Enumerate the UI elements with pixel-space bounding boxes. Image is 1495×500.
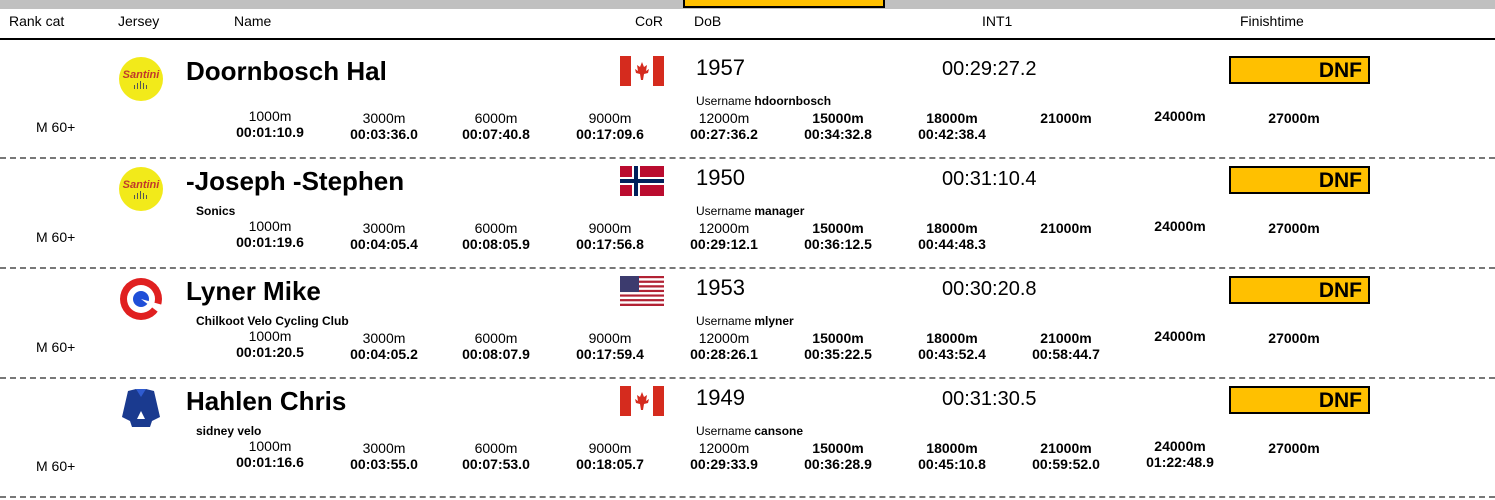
split-cell <box>1234 110 1354 126</box>
canada-flag-icon <box>620 56 664 86</box>
split-cell <box>436 440 556 472</box>
split-time: 00:18:05.7 <box>576 456 644 472</box>
username-line <box>696 94 831 108</box>
jersey-brand-text: Santini <box>122 69 160 81</box>
split-time: 00:04:05.4 <box>350 236 418 252</box>
status-badge: DNF <box>1229 166 1370 194</box>
split-cell <box>778 220 898 252</box>
jersey-brand-text: Santini <box>122 179 160 191</box>
split-cell <box>778 440 898 472</box>
split-cell <box>664 110 784 142</box>
status-badge: DNF <box>1229 386 1370 414</box>
split-distance: 18000m <box>926 220 978 236</box>
split-time: 00:36:12.5 <box>804 236 872 252</box>
int1-time: 00:31:30.5 <box>942 388 1037 410</box>
header-rank-cat: Rank cat <box>9 13 65 29</box>
top-tab-highlight <box>683 0 885 8</box>
split-time: 00:42:38.4 <box>918 126 986 142</box>
split-time: 01:22:48.9 <box>1146 454 1214 470</box>
header-name: Name <box>234 13 272 29</box>
username-line <box>696 424 803 438</box>
split-time: 00:04:05.2 <box>350 346 418 362</box>
split-distance: 21000m <box>1040 330 1092 346</box>
split-time: 00:59:52.0 <box>1032 456 1100 472</box>
usa-flag-icon <box>620 276 664 306</box>
split-distance: 24000m <box>1154 328 1206 344</box>
header-cor: CoR <box>635 13 664 29</box>
split-distance: 3000m <box>362 110 406 126</box>
split-cell <box>210 108 330 140</box>
username-label: Username <box>696 424 752 438</box>
canada-flag-icon <box>620 386 664 416</box>
header-finishtime: Finishtime <box>1240 13 1304 29</box>
birth-year: 1950 <box>696 165 745 190</box>
split-distance: 15000m <box>812 440 864 456</box>
split-cell <box>1120 328 1240 344</box>
split-cell <box>1006 440 1126 472</box>
birth-year: 1957 <box>696 55 745 80</box>
split-cell <box>1120 438 1240 470</box>
split-distance: 9000m <box>588 220 632 236</box>
rider-name[interactable]: -Joseph -Stephen <box>186 166 405 196</box>
split-distance: 21000m <box>1040 110 1092 126</box>
status-badge: DNF <box>1229 276 1370 304</box>
split-distance: 6000m <box>474 220 518 236</box>
split-cell <box>1006 110 1126 126</box>
username-label: Username <box>696 94 752 108</box>
split-cell <box>892 440 1012 472</box>
split-distance: 27000m <box>1268 220 1320 236</box>
split-distance: 3000m <box>362 330 406 346</box>
split-time: 00:36:28.9 <box>804 456 872 472</box>
username-line <box>696 204 804 218</box>
split-distance: 18000m <box>926 110 978 126</box>
split-distance: 9000m <box>588 330 632 346</box>
split-cell <box>324 220 444 252</box>
header-divider <box>0 38 1495 40</box>
table-row[interactable] <box>0 164 1495 269</box>
row-divider <box>0 267 1495 269</box>
club-name: sidney velo <box>196 424 262 438</box>
split-distance: 9000m <box>588 110 632 126</box>
username-value: mlyner <box>754 314 794 328</box>
username-label: Username <box>696 204 752 218</box>
split-distance: 15000m <box>812 220 864 236</box>
table-row[interactable] <box>0 384 1495 498</box>
split-cell <box>550 440 670 472</box>
split-time: 00:27:36.2 <box>690 126 758 142</box>
category-label: M 60+ <box>36 458 76 474</box>
split-cell <box>210 438 330 470</box>
split-distance: 18000m <box>926 440 978 456</box>
split-distance: 24000m <box>1154 218 1206 234</box>
split-distance: 6000m <box>474 330 518 346</box>
username-value: cansone <box>754 424 804 438</box>
split-cell <box>892 110 1012 142</box>
split-cell <box>892 330 1012 362</box>
split-distance: 27000m <box>1268 330 1320 346</box>
split-time: 00:35:22.5 <box>804 346 872 362</box>
split-distance: 24000m <box>1154 438 1206 454</box>
split-cell <box>1120 108 1240 124</box>
split-cell <box>210 328 330 360</box>
category-label: M 60+ <box>36 339 76 355</box>
split-cell <box>324 330 444 362</box>
table-row[interactable] <box>0 274 1495 379</box>
split-cell <box>1006 220 1126 236</box>
split-distance: 15000m <box>812 110 864 126</box>
split-distance: 12000m <box>698 330 750 346</box>
split-cell <box>550 220 670 252</box>
club-name: Chilkoot Velo Cycling Club <box>196 314 349 328</box>
category-label: M 60+ <box>36 119 76 135</box>
split-time: 00:45:10.8 <box>918 456 986 472</box>
username-value: hdoornbosch <box>754 94 832 108</box>
split-time: 00:17:59.4 <box>576 346 644 362</box>
split-cell <box>210 218 330 250</box>
rider-name[interactable]: Doornbosch Hal <box>186 56 387 86</box>
split-cell <box>664 330 784 362</box>
split-time: 00:01:10.9 <box>236 124 304 140</box>
top-bar <box>0 0 1495 9</box>
split-cell <box>778 110 898 142</box>
username-value: manager <box>754 204 805 218</box>
split-time: 00:17:09.6 <box>576 126 644 142</box>
status-badge: DNF <box>1229 56 1370 84</box>
split-distance: 21000m <box>1040 220 1092 236</box>
split-time: 00:03:36.0 <box>350 126 418 142</box>
int1-time: 00:30:20.8 <box>942 278 1037 300</box>
split-cell <box>1234 220 1354 236</box>
split-time: 00:08:05.9 <box>462 236 530 252</box>
row-divider <box>0 377 1495 379</box>
norway-flag-icon <box>620 166 664 196</box>
split-time: 00:29:12.1 <box>690 236 758 252</box>
split-cell <box>550 330 670 362</box>
split-cell <box>664 220 784 252</box>
split-time: 00:17:56.8 <box>576 236 644 252</box>
split-distance: 1000m <box>248 438 292 454</box>
split-cell <box>436 110 556 142</box>
category-label: M 60+ <box>36 229 76 245</box>
split-distance: 6000m <box>474 440 518 456</box>
split-distance: 15000m <box>812 330 864 346</box>
split-distance: 18000m <box>926 330 978 346</box>
split-time: 00:43:52.4 <box>918 346 986 362</box>
split-cell <box>1234 440 1354 456</box>
split-cell <box>436 220 556 252</box>
split-time: 00:58:44.7 <box>1032 346 1100 362</box>
split-time: 00:03:55.0 <box>350 456 418 472</box>
birth-year: 1949 <box>696 385 745 410</box>
roundel-jersey-icon <box>112 277 170 321</box>
split-time: 00:29:33.9 <box>690 456 758 472</box>
split-distance: 12000m <box>698 220 750 236</box>
santini-jersey-icon <box>112 57 170 101</box>
split-cell <box>1234 330 1354 346</box>
split-cell <box>892 220 1012 252</box>
split-cell <box>1120 218 1240 234</box>
split-cell <box>436 330 556 362</box>
split-distance: 9000m <box>588 440 632 456</box>
split-distance: 27000m <box>1268 110 1320 126</box>
split-cell <box>550 110 670 142</box>
split-cell <box>1006 330 1126 362</box>
split-time: 00:01:16.6 <box>236 454 304 470</box>
row-divider <box>0 496 1495 498</box>
split-time: 00:01:19.6 <box>236 234 304 250</box>
row-divider <box>0 157 1495 159</box>
split-cell <box>778 330 898 362</box>
santini-jersey-icon <box>112 167 170 211</box>
split-distance: 1000m <box>248 328 292 344</box>
split-time: 00:07:40.8 <box>462 126 530 142</box>
split-cell <box>324 440 444 472</box>
rider-name[interactable]: Hahlen Chris <box>186 386 347 416</box>
int1-time: 00:29:27.2 <box>942 58 1037 80</box>
split-distance: 12000m <box>698 110 750 126</box>
split-time: 00:28:26.1 <box>690 346 758 362</box>
split-cell <box>664 440 784 472</box>
birth-year: 1953 <box>696 275 745 300</box>
table-row[interactable] <box>0 54 1495 159</box>
header-jersey: Jersey <box>118 13 160 29</box>
username-line <box>696 314 794 328</box>
split-distance: 3000m <box>362 220 406 236</box>
int1-time: 00:31:10.4 <box>942 168 1037 190</box>
split-time: 00:08:07.9 <box>462 346 530 362</box>
split-distance: 1000m <box>248 218 292 234</box>
split-distance: 21000m <box>1040 440 1092 456</box>
rider-name[interactable]: Lyner Mike <box>186 276 321 306</box>
blue-jersey-icon <box>112 387 170 431</box>
split-time: 00:01:20.5 <box>236 344 304 360</box>
split-distance: 24000m <box>1154 108 1206 124</box>
username-label: Username <box>696 314 752 328</box>
split-cell <box>324 110 444 142</box>
split-time: 00:34:32.8 <box>804 126 872 142</box>
split-distance: 3000m <box>362 440 406 456</box>
split-distance: 1000m <box>248 108 292 124</box>
split-time: 00:07:53.0 <box>462 456 530 472</box>
split-time: 00:44:48.3 <box>918 236 986 252</box>
split-distance: 6000m <box>474 110 518 126</box>
split-distance: 27000m <box>1268 440 1320 456</box>
header-int1: INT1 <box>982 13 1013 29</box>
split-distance: 12000m <box>698 440 750 456</box>
header-dob: DoB <box>694 13 722 29</box>
club-name: Sonics <box>196 204 236 218</box>
